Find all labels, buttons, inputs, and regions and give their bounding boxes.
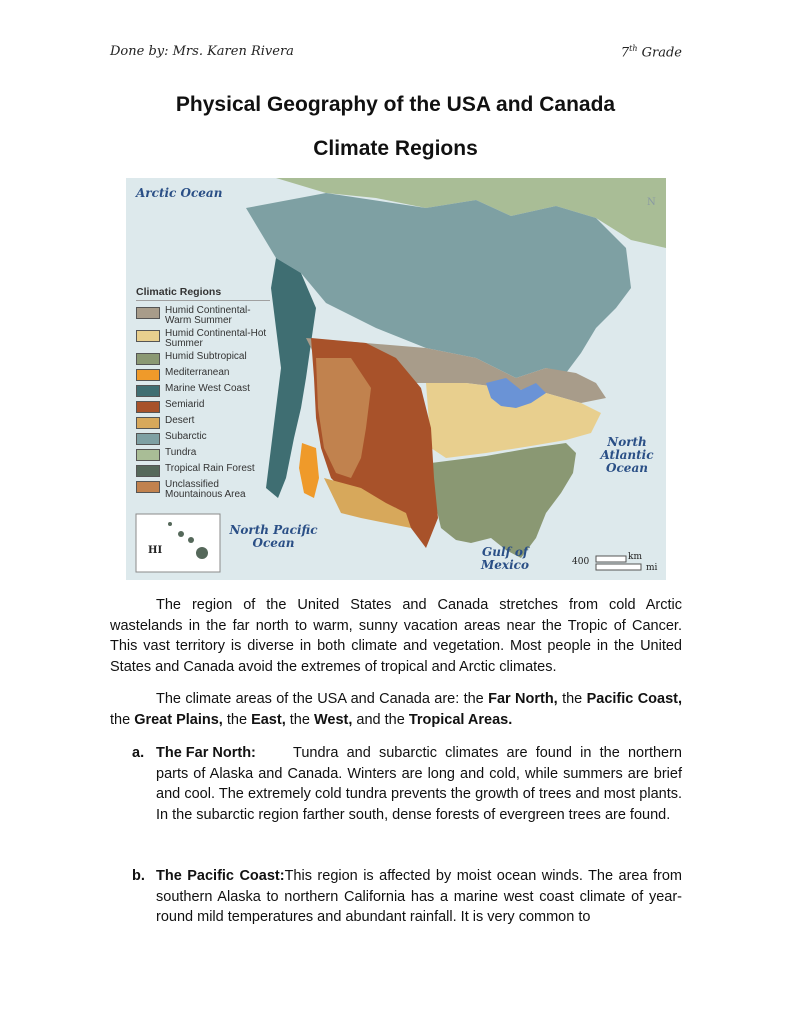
hawaii-label: HI [148, 545, 163, 556]
grade-label [621, 44, 682, 60]
section-heading: The Pacific Coast: [156, 868, 285, 884]
grade-word: Grade [641, 45, 682, 61]
legend-label: Semiarid [165, 399, 205, 410]
scale-bar-km [596, 556, 626, 562]
legend-label: Unclassified Mountainous Area [165, 479, 246, 500]
section-text: Tundra and subarctic climates are found in the northern parts of Alaska and Canada. Winters are long and cold, while summers are brief and cool. The extremely cold tundra prevents the growth of trees and most plants. In the subarctic region farther south, dense forests of evergreen trees are found. [156, 745, 682, 823]
legend-swatch [136, 307, 160, 319]
legend-label: Subarctic [165, 431, 207, 442]
hawaii-island [178, 531, 184, 537]
page-header [110, 44, 682, 64]
legend-label: Tropical Rain Forest [165, 463, 255, 474]
hawaii-island [168, 522, 172, 526]
author-label: Done by: Mrs. Karen Rivera [110, 44, 294, 59]
hawaii-inset [136, 514, 220, 572]
connector: the [557, 691, 587, 707]
hawaii-island [196, 547, 208, 559]
legend-label: Humid Subtropical [165, 351, 247, 362]
connector: the [222, 711, 252, 728]
legend-swatch [136, 401, 160, 413]
region-tropical-areas: Tropical Areas. [408, 711, 513, 728]
legend-swatch [136, 330, 160, 342]
legend-label: Tundra [165, 447, 197, 458]
scale-bar-mi [596, 564, 641, 570]
section-text: This region is affected by moist ocean winds. The area from southern Alaska to northern California has a marine west coast climate of year-round mild temperatures and abundant rainfall. It is very common to [156, 868, 682, 925]
legend-label: Humid Continental-Hot Summer [165, 328, 267, 349]
legend-swatch [136, 369, 160, 381]
legend-item [136, 329, 270, 349]
legend-swatch [136, 417, 160, 429]
legend-label: Humid Continental-Warm Summer [165, 305, 251, 326]
legend-item [136, 448, 270, 461]
legend-item [136, 416, 270, 429]
section-body [156, 743, 682, 825]
legend-swatch [136, 481, 160, 493]
climate-map [126, 178, 666, 580]
legend-item [136, 384, 270, 397]
north-pacific-label: North Pacific Ocean [229, 523, 318, 550]
legend-item [136, 400, 270, 413]
compass-north-label: N [647, 197, 656, 208]
list-marker: a. [132, 745, 145, 761]
regions-paragraph [110, 689, 682, 730]
legend-swatch [136, 385, 160, 397]
page-title: Physical Geography of the USA and Canada [175, 93, 616, 116]
legend-label: Desert [165, 415, 195, 426]
legend-item [136, 464, 270, 477]
legend-swatch [136, 433, 160, 445]
legend-title: Climatic Regions [136, 286, 270, 301]
north-atlantic-label: North Atlantic Ocean [600, 435, 654, 475]
region-great-plains: Great Plains, [134, 711, 223, 728]
region-west: West, [313, 711, 353, 728]
legend-label: Mediterranean [165, 367, 230, 378]
gulf-of-mexico-label: Gulf of Mexico [481, 545, 529, 572]
legend-item [136, 352, 270, 365]
section-heading: The Far North: [156, 745, 256, 761]
grade-suffix: th [629, 44, 638, 53]
legend-swatch [136, 465, 160, 477]
intro-paragraph [110, 595, 682, 677]
intro-text: The region of the United States and Canada stretches from cold Arctic wastelands in the far north to warm, sunny vacation areas near the Tropic of Cancer. This vast territory is diverse in both climate and vegetation. Most people in the United States and Canada avoid the extremes of tropical and Arctic climates. [110, 597, 682, 675]
legend-item [136, 306, 270, 326]
legend-item [136, 480, 270, 500]
legend-item [136, 368, 270, 381]
scale-value: 400 [572, 557, 590, 567]
scale-km-label: km [628, 552, 642, 562]
map-legend [136, 286, 270, 503]
legend-swatch [136, 449, 160, 461]
section-pacific-coast [132, 866, 682, 928]
scale-mi-label: mi [646, 563, 658, 573]
connector: and the [352, 711, 409, 728]
legend-item [136, 432, 270, 445]
connector: the [285, 711, 314, 728]
section-far-north [132, 743, 682, 825]
section-body [156, 866, 682, 928]
legend-label: Marine West Coast [165, 383, 250, 394]
grade-number: 7 [620, 45, 630, 61]
regions-lead: The climate areas of the USA and Canada are: the [156, 691, 489, 707]
arctic-ocean-label: Arctic Ocean [136, 186, 223, 200]
list-marker: b. [132, 868, 145, 884]
page-subtitle: Climate Regions [313, 137, 478, 160]
region-pacific-coast: Pacific Coast, [586, 691, 683, 707]
hawaii-island [188, 537, 194, 543]
region-east: East, [251, 711, 286, 728]
connector: the [110, 711, 135, 728]
legend-swatch [136, 353, 160, 365]
region-far-north: Far North, [488, 691, 558, 707]
